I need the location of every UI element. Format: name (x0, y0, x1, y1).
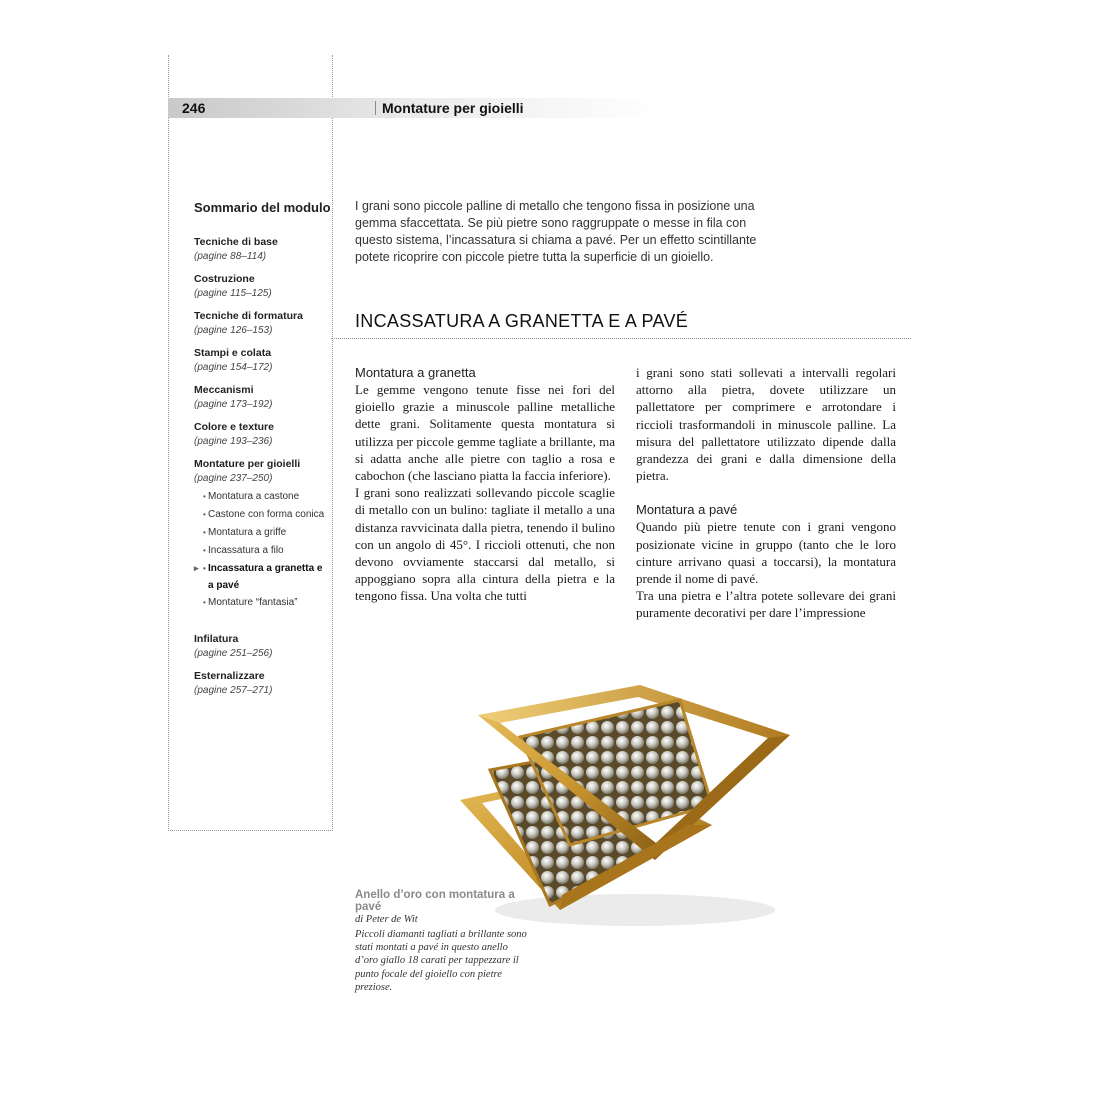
toc-pages: (pagine 257–271) (194, 685, 273, 696)
toc-pages: (pagine 193–236) (194, 436, 273, 447)
subsection-heading: Montatura a granetta (355, 365, 476, 380)
toc-subitem[interactable]: • Montature “fantasia” (194, 594, 329, 612)
toc-pages: (pagine 88–114) (194, 251, 267, 262)
toc-label: Esternalizzare (194, 670, 265, 682)
body-paragraph: Quando più pietre tenute con i grani vengono posizionate vicine in gruppo (tanto che le loro cinture arrivano quasi a toccarsi), la montatura prende il nome di pavé. (636, 519, 896, 587)
toc-label: Montature per gioielli (194, 458, 301, 470)
toc-pages: (pagine 126–153) (194, 325, 273, 336)
section-divider (331, 338, 911, 339)
toc-pages: (pagine 154–172) (194, 362, 273, 373)
toc-group[interactable] (194, 632, 329, 661)
toc-pages: (pagine 237–250) (194, 473, 273, 484)
toc-subitem[interactable]: • Incassatura a filo (194, 542, 329, 560)
text-column-1 (355, 364, 615, 605)
sidebar-title: Sommario del modulo (194, 200, 331, 215)
body-paragraph: Le gemme vengono tenute fisse nei fori del gioiello grazie a minuscole palline metalliche dette grani. Solitamente questa montatura si utilizza per piccole gemme tagliate a brillante, ma si adatta anche alle pietre con taglio a rosa e cabochon (che lasciano piatta la faccia inferiore). (355, 382, 615, 484)
toc-label: Colore e texture (194, 421, 274, 433)
caption-title: Anello d’oro con montatura a pavé (355, 889, 515, 913)
caption-text: Piccoli diamanti tagliati a brillante sono stati montati a pavé in questo anello d’oro giallo 18 carati per tappezzare il punto focale del gioiello con pietre preziose. (355, 929, 527, 993)
intro-paragraph: I grani sono piccole palline di metallo che tengono fissa in posizione una gemma sfaccettata. Se più pietre sono raggruppate o messe in fila con questo sistema, l’incassatura si chiama a pavé. Per un effetto scintillante potete ricoprire con piccole pietre tutta la superficie di un gioiello. (355, 199, 757, 264)
toc-subitem[interactable]: • Montatura a castone (194, 488, 329, 506)
toc-pages: (pagine 115–125) (194, 288, 272, 299)
toc-subitem[interactable]: • Castone con forma conica (194, 506, 329, 524)
section-title: INCASSATURA A GRANETTA E A PAVÉ (355, 311, 689, 331)
toc-label: Tecniche di formatura (194, 310, 303, 322)
toc-label: Infilatura (194, 633, 239, 645)
toc-pages: (pagine 251–256) (194, 648, 273, 659)
module-sidebar (168, 55, 333, 831)
running-header (168, 98, 748, 118)
toc-group[interactable] (194, 420, 329, 449)
header-divider (375, 101, 376, 115)
toc-pages: (pagine 173–192) (194, 399, 273, 410)
subsection-heading: Montatura a pavé (636, 502, 738, 518)
body-paragraph: Tra una pietra e l’altra potete sollevare dei grani puramente decorativi per dare l’impressione (636, 588, 896, 621)
toc-group-current[interactable] (194, 457, 329, 612)
body-paragraph: i grani sono stati sollevati a intervalli regolari attorno alla pietra, dovete utilizzare un pallettatore per comprimere e arrotondare i riccioli trasformandoli in minuscole palline. La misura del pallettatore utilizzato dipende dalla grandezza dei grani e dalla dimensione della pietra. (636, 365, 896, 484)
toc-group[interactable] (194, 669, 329, 698)
sidebar-toc (194, 235, 329, 706)
toc-group[interactable] (194, 235, 329, 264)
caption-author: di Peter de Wit (355, 914, 418, 925)
page-number: 246 (182, 100, 206, 116)
toc-group[interactable] (194, 346, 329, 375)
toc-sublist (194, 488, 329, 612)
toc-group[interactable] (194, 383, 329, 412)
toc-label: Tecniche di base (194, 236, 278, 248)
toc-subitem[interactable]: • Montatura a griffe (194, 524, 329, 542)
text-column-2 (636, 364, 896, 622)
chapter-title: Montature per gioielli (382, 100, 524, 116)
toc-group[interactable] (194, 309, 329, 338)
toc-group[interactable] (194, 272, 329, 301)
body-paragraph: I grani sono realizzati sollevando piccole scaglie di metallo con un bulino: tagliate il metallo a una distanza ravvicinata dalla pietra, tenendo il bulino con un angolo di 45°. I riccioli ottenuti, che non devono ovviamente staccarsi dal metallo, si appoggiano sopra alla cintura della pietra e la tengono fissa. Una volta che tutti (355, 485, 615, 604)
toc-label: Meccanismi (194, 384, 254, 396)
toc-label: Costruzione (194, 273, 255, 285)
toc-label: Stampi e colata (194, 347, 272, 359)
toc-subitem-active[interactable]: ▸ Incassatura a granetta e a pavé • (194, 560, 329, 594)
